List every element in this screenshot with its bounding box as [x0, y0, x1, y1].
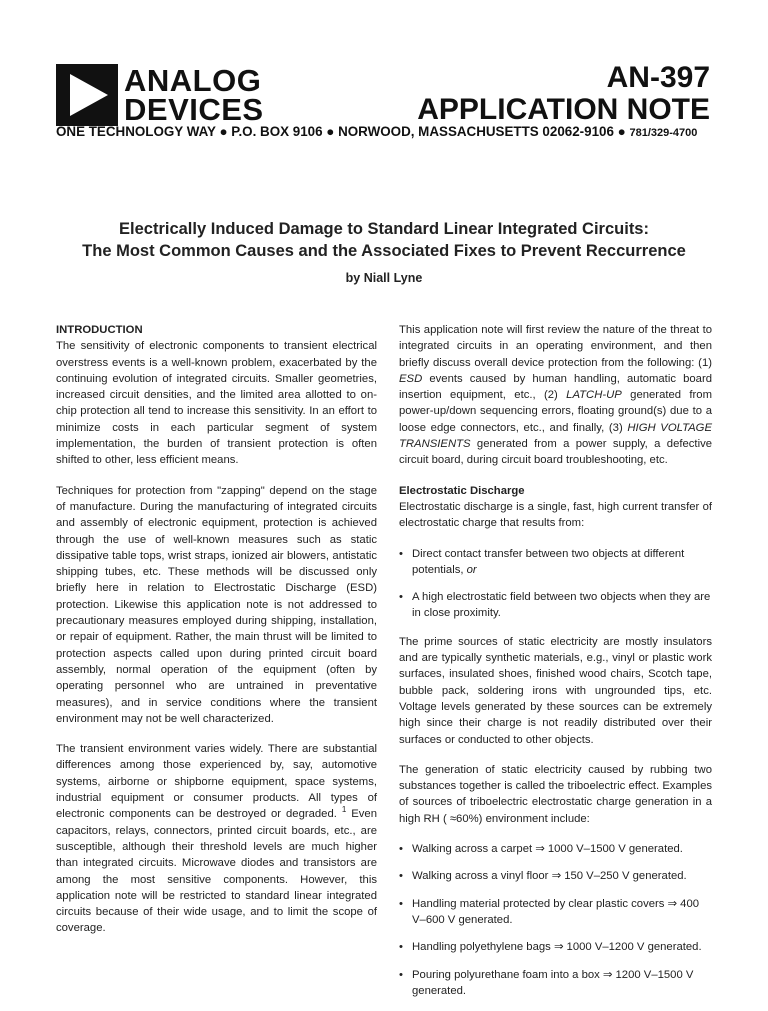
bullet-1-or: or [466, 563, 477, 576]
left-column [56, 322, 377, 951]
logo-line-2: DEVICES [124, 92, 264, 127]
overview-text-d: generated from a power supply, a defective circuit board, during circuit board troubleshooting, etc. [399, 438, 713, 467]
intro-heading: INTRODUCTION [56, 324, 143, 336]
phone-number: 781/329-4700 [629, 127, 698, 139]
list-item: • Walking across a vinyl floor ⇒ 150 V–250 V generated. [399, 868, 712, 884]
list-item: • Handling polyethylene bags ⇒ 1000 V–1200 V generated. [399, 939, 712, 955]
note-type: APPLICATION NOTE [417, 93, 710, 126]
triboelectric-paragraph: The generation of static electricity caused by rubbing two substances together is called the triboelectric effect. Examples of sources of triboelectric electrostatic charge generation in a high RH ( ≈60%) environment include: [399, 763, 712, 825]
title-line-2: The Most Common Causes and the Associated Fixes to Prevent Reccurrence [82, 242, 686, 260]
latch-up-term: LATCH-UP [566, 389, 622, 402]
list-item: • Walking across a carpet ⇒ 1000 V–1500 V generated. [399, 841, 712, 857]
document-title [0, 218, 768, 262]
intro-paragraph [56, 322, 377, 469]
author-byline: by Niall Lyne [345, 271, 423, 285]
list-item: • Handling material protected by clear plastic covers ⇒ 400 V–600 V generated. [399, 896, 712, 929]
logo-triangle-icon [56, 64, 118, 126]
techniques-paragraph: Techniques for protection from "zapping" depend on the stage of manufacture. During the manufacturing of integrated circuits and assembly of electronic equipment, protection is achieved through the use of well-known measures such as static dissipative table tops, wrist straps, ionized air blowers, antistatic shipping tubes, etc. These methods will be discussed only briefly here in relation to Electrostatic Discharge (ESD) protection. Likewise this application note is not addressed to precautionary measures employed during shipping, installation, or repair of equipment. Rather, the main thrust will be limited to protection aspects called upon during printed circuit board assembly, normal operation of the equipment (often by operating personnel who are untrained in preventative measures), and in service conditions where the transient environment may not be well characterized. [56, 484, 377, 725]
bullet-1-text: Direct contact transfer between two objects at different potentials, [412, 547, 685, 576]
right-column [399, 322, 712, 1011]
list-item: • A high electrostatic field between two objects when they are in close proximity. [399, 589, 712, 622]
transient-text-a: The transient environment varies widely. There are substantial differences among those experienced by, say, automotive systems, airborne or shipborne equipment, space systems, industrial equipment or consumer products. All types of electronic components can be destroyed or degraded. [56, 743, 377, 821]
note-number: AN-397 [606, 61, 710, 94]
list-item: • Pouring polyurethane foam into a box ⇒ 1200 V–1500 V generated. [399, 967, 712, 1000]
list-item [399, 546, 712, 579]
overview-paragraph [399, 322, 712, 469]
footnote-ref: 1 [341, 805, 347, 815]
transient-paragraph [56, 741, 377, 937]
logo-wordmark [124, 63, 264, 127]
esd-term: ESD [399, 372, 423, 385]
transient-text-b: Even capacitors, relays, connectors, printed circuit boards, etc., are susceptible, although their threshold levels are much higher than integrated circuits. Microwave diodes and transistors are among the most sensitive components. However, this application note will be restricted to standard linear integrated circuits because of their wide usage, and to limit the scope of coverage. [56, 808, 377, 935]
esd-heading: Electrostatic Discharge [399, 484, 525, 497]
logo-line-1: ANALOG [124, 63, 262, 98]
title-line-1: Electrically Induced Damage to Standard Linear Integrated Circuits: [119, 220, 649, 238]
intro-text: The sensitivity of electronic components to transient electrical overstress events is a well-known problem, exacerbated by the continuing evolution of integrated circuits. Smaller geometries, increased circuit densities, and the limited area allotted to on-chip protection all tend to increase this sensitivity. In an effort to minimize costs in each particular segment of system implementation, the burden of transient protection is often shifted to other, less efficient means. [56, 340, 377, 467]
esd-intro: Electrostatic discharge is a single, fast, high current transfer of electrostatic charge that results from: [399, 500, 712, 530]
triboelectric-examples-list [399, 841, 712, 999]
overview-text-a: This application note will first review the nature of the threat to integrated circuits in an operating environment, and then briefly discuss overall device protection from the following: (1) [399, 324, 712, 369]
esd-section [399, 483, 712, 532]
overview-text-c: generated from power-up/down sequencing errors, floating ground(s) due to a loose edge connectors, etc., and finally, (3) [399, 389, 712, 434]
high-voltage-term: HIGH VOLTAGE TRANSIENTS [399, 421, 712, 451]
static-sources-paragraph: The prime sources of static electricity are mostly insulators and are typically synthetic materials, e.g., vinyl or plastic work surfaces, insulated shoes, finished wood chairs, Scotch tape, bubble pack, soldering irons with ungrounded tips, etc. Voltage levels generated by these sources can be extremely high since their charge is not readily distributed over their surfaces or conducted to other objects. [399, 635, 712, 746]
esd-causes-list [399, 546, 712, 622]
address-text: ONE TECHNOLOGY WAY ● P.O. BOX 9106 ● NORWOOD, MASSACHUSETTS 02062-9106 ● [56, 124, 626, 139]
note-id-block [417, 62, 710, 126]
analog-devices-logo [56, 64, 264, 126]
overview-text-b: events caused by human handling, automatic board insertion equipment, etc., (2) [399, 372, 712, 402]
company-address [56, 124, 697, 139]
